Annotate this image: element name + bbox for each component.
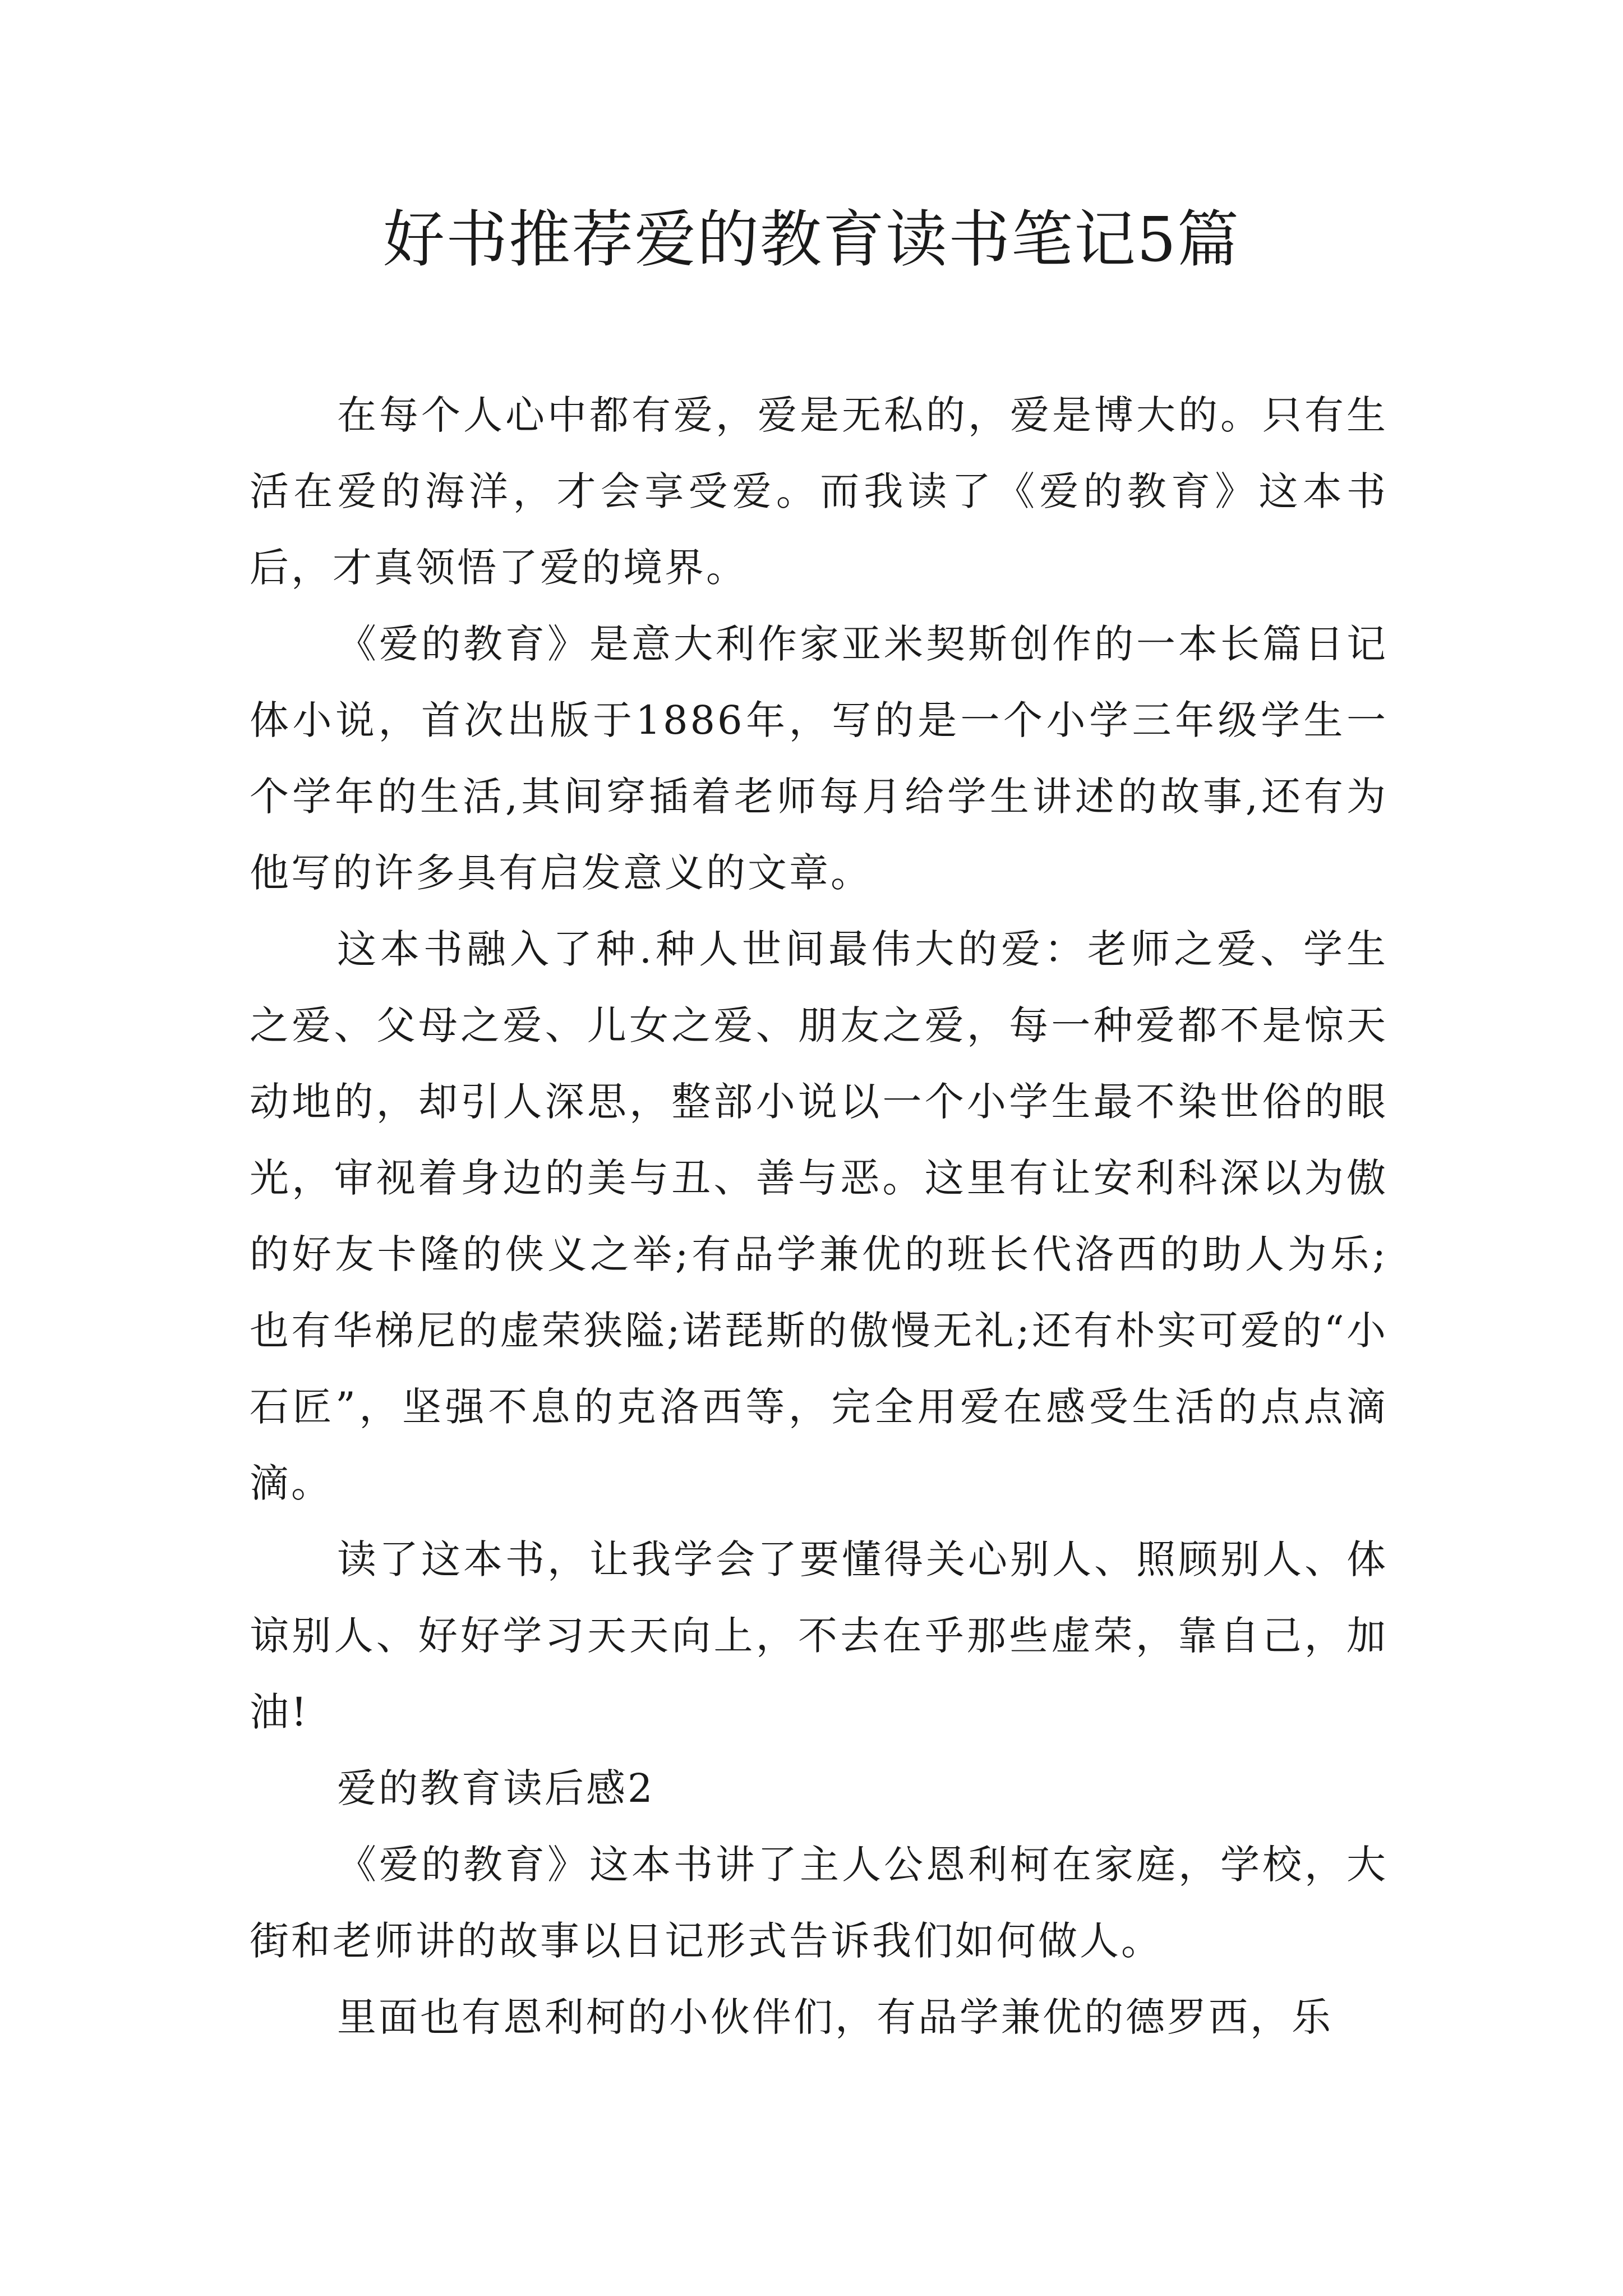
paragraph-4: 读了这本书，让我学会了要懂得关心别人、照顾别人、体谅别人、好好学习天天向上，不去在乎那些虚荣，靠自己，加油! <box>250 1536 1388 1735</box>
paragraph-1: 在每个人心中都有爱，爱是无私的，爱是博大的。只有生活在爱的海洋，才会享受爱。而我读了《爱的教育》这本书后，才真领悟了爱的境界。 <box>250 392 1388 591</box>
paragraph-5: 《爱的教育》这本书讲了主人公恩利柯在家庭，学校，大街和老师讲的故事以日记形式告诉我们如何做人。 <box>250 1842 1388 1964</box>
paragraph-6: 里面也有恩利柯的小伙伴们，有品学兼优的德罗西，乐 <box>337 1994 1333 2040</box>
paragraph-2: 《爱的教育》是意大利作家亚米契斯创作的一本长篇日记体小说，首次出版于1886年，写的是一个小学三年级学生一个学年的生活,其间穿插着老师每月给学生讲述的故事,还有为他写的许多具有启发意义的文章。 <box>250 621 1388 896</box>
paragraph-3: 这本书融入了种.种人世间最伟大的爱：老师之爱、学生之爱、父母之爱、儿女之爱、朋友之爱，每一种爱都不是惊天动地的，却引人深思，整部小说以一个小学生最不染世俗的眼光，审视着身边的美与丑、善与恶。这里有让安利科深以为傲的好友卡隆的侠义之举;有品学兼优的班长代洛西的助人为乐;也有华梯尼的虚荣狭隘;诺琵斯的傲慢无礼;还有朴实可爱的“小石匠”，坚强不息的克洛西等，完全用爱在感受生活的点点滴滴。 <box>250 926 1388 1506</box>
section-heading: 爱的教育读后感2 <box>337 1765 655 1811</box>
page-title: 好书推荐爱的教育读书笔记5篇 <box>383 204 1240 275</box>
document-body <box>250 377 1388 2055</box>
